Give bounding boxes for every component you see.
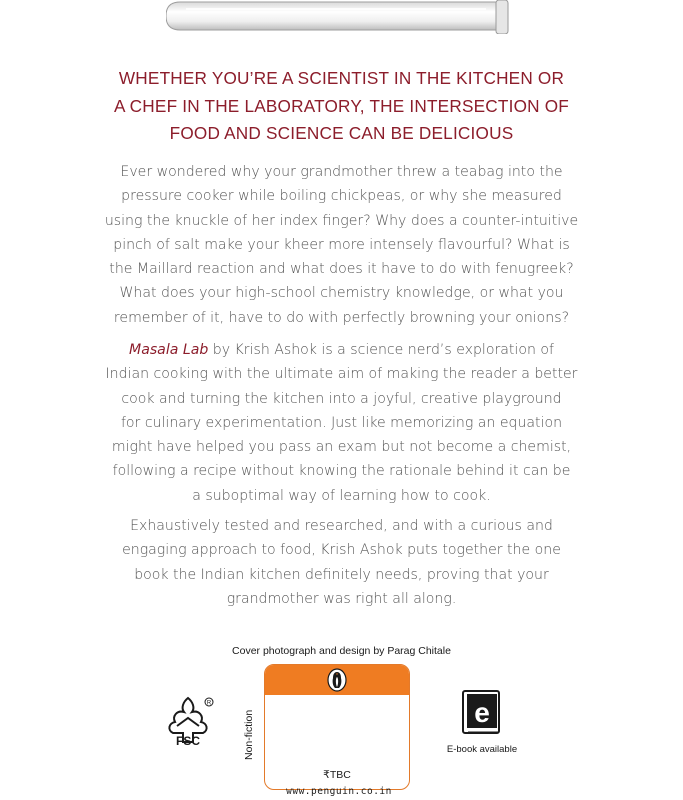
ebook-letter: e bbox=[474, 697, 490, 728]
headline-line: FOOD AND SCIENCE CAN BE DELICIOUS bbox=[169, 123, 514, 143]
blurb-paragraph-1 bbox=[80, 160, 603, 330]
blurb-paragraph-3 bbox=[80, 514, 603, 611]
text-line: pressure cooker while boiling chickpeas, or why she measured bbox=[121, 188, 562, 205]
text-line: might have helped you pass an exam but not become a chemist, bbox=[111, 439, 572, 456]
text-line: Exhaustively tested and researched, and with a curious and bbox=[130, 518, 553, 534]
text-line: What does your high-school chemistry knowledge, or what you bbox=[119, 285, 564, 302]
price-box bbox=[264, 664, 410, 790]
genre-label: Non-fiction bbox=[243, 709, 255, 760]
text-line: engaging approach to food, Krish Ashok puts together the one bbox=[122, 542, 561, 559]
text-line: grandmother was right all along. bbox=[226, 590, 457, 607]
test-tube-image bbox=[166, 0, 516, 34]
text-line: cook and turning the kitchen into a joyful, creative playground bbox=[121, 390, 562, 407]
publisher-url[interactable]: www.penguin.co.in bbox=[286, 786, 392, 797]
text-fragment: by Krish Ashok is a science nerd’s exploration of bbox=[208, 342, 554, 358]
blurb-paragraph-2 bbox=[80, 338, 603, 508]
ebook-label: E-book available bbox=[446, 744, 518, 755]
headline-line: A CHEF IN THE LABORATORY, THE INTERSECTION OF bbox=[113, 95, 569, 116]
text-line: remember of it, have to do with perfectly browning your onions? bbox=[113, 309, 570, 326]
ebook-icon bbox=[462, 690, 502, 736]
text-line: pinch of salt make your kheer more intensely flavourful? What is bbox=[113, 236, 570, 253]
price-label: ₹TBC bbox=[323, 769, 351, 781]
headline-line: WHETHER YOU’RE A SCIENTIST IN THE KITCHEN OR bbox=[118, 68, 565, 88]
text-line bbox=[80, 338, 603, 362]
fsc-label: FSC bbox=[176, 734, 200, 748]
cover-credit: Cover photograph and design by Parag Chitale bbox=[232, 645, 451, 657]
svg-text:R: R bbox=[206, 700, 212, 707]
publisher-band bbox=[265, 665, 409, 695]
text-line: Indian cooking with the ultimate aim of making the reader a better bbox=[105, 366, 578, 383]
penguin-logo-icon bbox=[327, 668, 347, 692]
text-line: book the Indian kitchen definitely needs, proving that your bbox=[134, 566, 549, 583]
headline bbox=[40, 65, 643, 148]
text-line: Ever wondered why your grandmother threw a teabag into the bbox=[120, 164, 563, 180]
book-title: Masala Lab bbox=[129, 342, 209, 358]
text-line: a suboptimal way of learning how to cook. bbox=[192, 487, 491, 504]
text-line: using the knuckle of her index finger? Why does a counter-intuitive bbox=[104, 212, 579, 229]
text-line: for culinary experimentation. Just like memorizing an equation bbox=[120, 414, 563, 431]
text-line: following a recipe without knowing the rationale behind it can be bbox=[112, 463, 571, 480]
text-line: the Maillard reaction and what does it have to do with fenugreek? bbox=[109, 261, 574, 278]
